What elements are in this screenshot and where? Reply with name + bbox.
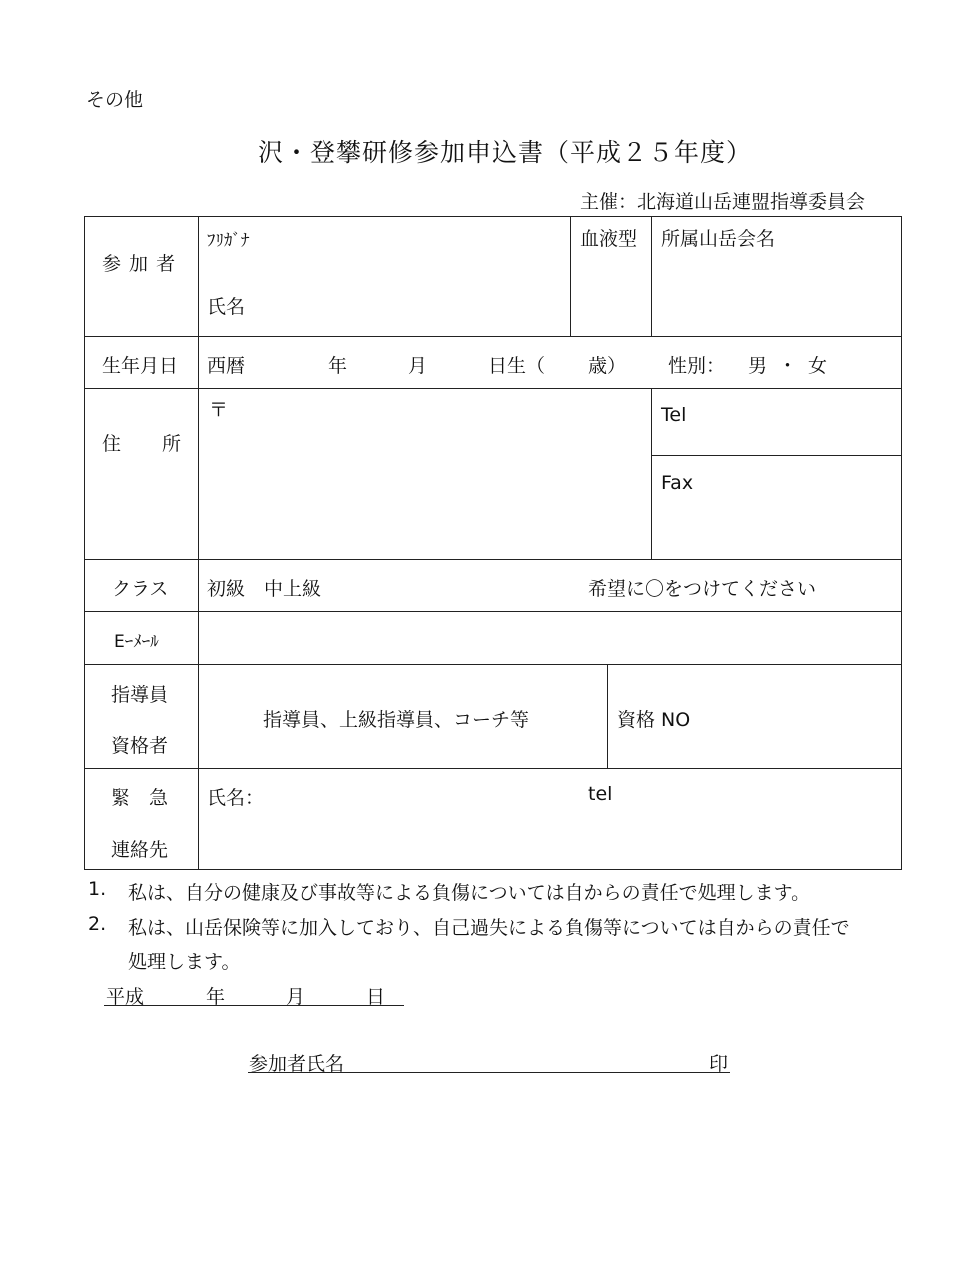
email-label: Eｰﾒｰﾙ: [114, 632, 159, 652]
tel-field[interactable]: [700, 398, 896, 448]
club-field[interactable]: [656, 252, 898, 332]
address-field[interactable]: [230, 395, 644, 551]
date-year: 年: [206, 986, 226, 1008]
address-label-first: 住: [102, 433, 122, 455]
row-divider: [84, 611, 902, 612]
instructor-label-first: 指導員: [111, 684, 169, 706]
age-label: 歳）: [588, 355, 627, 377]
row-divider: [84, 559, 902, 560]
seal-mark: 印: [709, 1053, 729, 1075]
emergency-tel-label: tel: [588, 783, 613, 805]
row-divider: [84, 388, 902, 389]
class-options[interactable]: 初級 中上級: [207, 578, 322, 600]
birthdate-label: 生年月日: [102, 355, 179, 377]
organizer: 主催：北海道山岳連盟指導委員会: [580, 191, 866, 213]
instructor-types[interactable]: 指導員、上級指導員、コーチ等: [263, 709, 530, 731]
note-number: 1.: [88, 878, 107, 900]
instructor-label-second: 資格者: [111, 735, 169, 757]
page-title: 沢・登攀研修参加申込書（平成２５年度）: [258, 138, 753, 167]
participant-label: 参 加 者: [102, 253, 177, 275]
cell-divider: [607, 664, 608, 768]
participant-name-label: 参加者氏名: [249, 1053, 345, 1075]
postal-mark: 〒: [209, 399, 229, 421]
birth-month-label: 月: [408, 355, 428, 377]
gender-male-option[interactable]: 男: [748, 355, 768, 377]
furigana-label: ﾌﾘｶﾞﾅ: [207, 231, 250, 251]
birth-era: 西暦: [207, 355, 246, 377]
row-divider: [84, 768, 902, 769]
row-divider: [84, 664, 902, 665]
emergency-label-first: 緊 急: [111, 787, 169, 809]
date-underline[interactable]: [104, 1005, 404, 1006]
date-era: 平成: [106, 986, 145, 1008]
name-field[interactable]: [260, 226, 560, 326]
cell-divider: [651, 388, 652, 559]
emergency-label-second: 連絡先: [111, 839, 169, 861]
email-field[interactable]: [204, 616, 896, 658]
qualification-no-field[interactable]: [700, 672, 896, 762]
class-label: クラス: [112, 578, 169, 600]
cell-divider: [570, 216, 571, 336]
date-day: 日: [366, 986, 386, 1008]
club-label: 所属山岳会名: [661, 228, 776, 250]
gender-separator: ・: [778, 355, 798, 377]
tel-label: Tel: [661, 404, 687, 426]
emergency-name-label: 氏名：: [207, 787, 265, 809]
cell-divider: [651, 455, 902, 456]
address-label-second: 所: [162, 433, 182, 455]
row-divider: [84, 336, 902, 337]
gender-label: 性別：: [668, 355, 726, 377]
signature-underline[interactable]: [248, 1072, 730, 1073]
category-label: その他: [86, 89, 144, 111]
qualification-no-label: 資格 NO: [617, 709, 691, 731]
note-item-continued: 処理します。: [128, 951, 241, 973]
blood-type-label: 血液型: [580, 228, 638, 250]
note-item: 私は、自分の健康及び事故等による負傷については自からの責任で処理します。: [128, 882, 811, 904]
note-number: 2.: [88, 913, 107, 935]
emergency-tel-field[interactable]: [618, 776, 896, 864]
emergency-name-field[interactable]: [270, 776, 570, 864]
cell-divider: [651, 216, 652, 336]
class-note: 希望に〇をつけてください: [588, 578, 817, 600]
gender-female-option[interactable]: 女: [808, 355, 828, 377]
blood-type-field[interactable]: [574, 252, 648, 332]
label-column-divider: [198, 216, 199, 870]
birth-year-label: 年: [328, 355, 348, 377]
fax-field[interactable]: [706, 466, 896, 552]
date-month: 月: [286, 986, 306, 1008]
fax-label: Fax: [661, 472, 694, 494]
name-label: 氏名: [207, 296, 246, 318]
birth-day-label: 日生（: [488, 355, 546, 377]
note-item: 私は、山岳保険等に加入しており、自己過失による負傷等については自からの責任で: [128, 917, 850, 939]
